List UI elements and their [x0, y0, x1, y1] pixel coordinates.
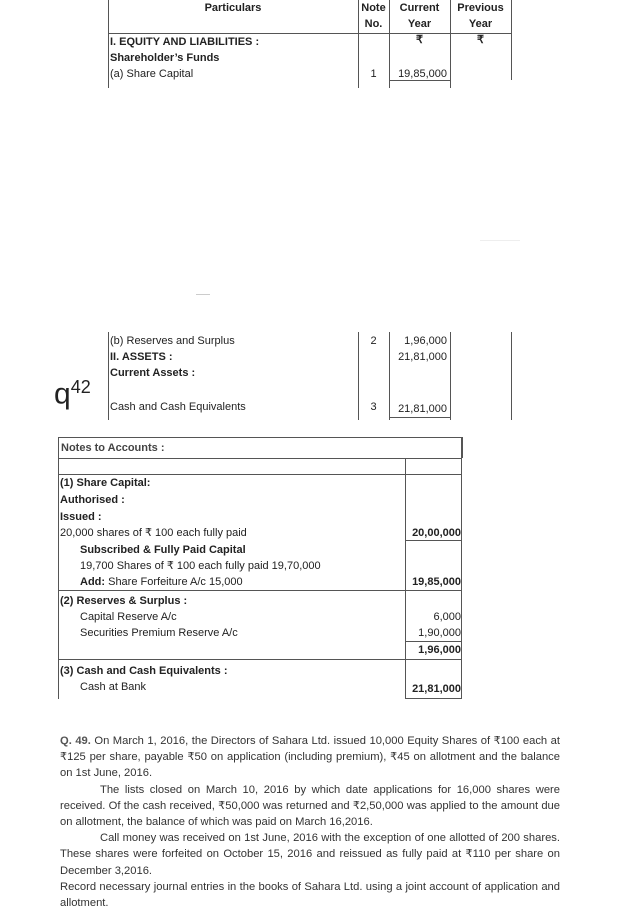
reserves-label: (b) Reserves and Surplus — [110, 335, 235, 347]
notes-rule-reserves-sub — [405, 641, 462, 642]
issued-detail: 20,000 shares of ₹ 100 each fully paid — [60, 527, 247, 539]
equity-liabilities-heading: I. EQUITY AND LIABILITIES : — [110, 36, 260, 48]
cash-current: 21,81,000 — [398, 403, 447, 415]
total-current: 21,81,000 — [398, 351, 447, 363]
cash-at-bank-label: Cash at Bank — [80, 681, 147, 693]
previous-header-line1: Previous — [457, 2, 504, 14]
rupee-previous-icon: ₹ — [477, 34, 484, 46]
question-text-1: On March 1, 2016, the Directors of Sahara Ltd. issued 10,000 Equity Shares of ₹100 each at ₹125 per share, payable ₹50 on application (including premium), ₹45 on allotment and the balance on 1st June, 2016. — [60, 735, 560, 780]
subscribed-detail: 19,700 Shares of ₹ 100 each fully paid 19,70,000 — [80, 560, 321, 572]
add-label: Add: — [80, 576, 106, 588]
cash-at-bank-amount: 21,81,000 — [412, 683, 461, 695]
notes-title: Notes to Accounts : — [61, 442, 165, 454]
share-capital-label: (a) Share Capital — [110, 68, 194, 80]
securities-premium-label: Securities Premium Reserve A/c — [80, 627, 238, 639]
notes-bottom-rule — [405, 698, 462, 699]
notes-rule-reserves — [58, 659, 462, 660]
rupee-current-icon: ₹ — [416, 34, 423, 46]
notes-title-rule — [58, 458, 462, 459]
reserves-note-heading: (2) Reserves & Surplus : — [60, 595, 188, 607]
bs2-previous-border — [450, 332, 451, 420]
cash-note-heading: (3) Cash and Cash Equivalents : — [60, 665, 228, 677]
cash-note: 3 — [370, 401, 377, 413]
bs2-total-rule — [390, 417, 450, 418]
reserves-note-total: 1,96,000 — [418, 644, 461, 656]
question-para-4: Record necessary journal entries in the books of Sahara Ltd. using a joint account of application and allotment. — [60, 880, 560, 910]
cash-label: Cash and Cash Equivalents — [110, 401, 246, 413]
issued-label: Issued : — [60, 511, 102, 523]
subscribed-amount: 19,85,000 — [412, 576, 461, 588]
margin-number: 42 — [70, 377, 91, 397]
scan-artifact-dash — [196, 294, 210, 295]
subscribed-heading: Subscribed & Fully Paid Capital — [80, 544, 246, 556]
notes-rule-subscribed — [58, 590, 462, 591]
margin-letter: q — [54, 377, 71, 411]
note-header-line2: No. — [364, 18, 383, 30]
assets-heading: II. ASSETS : — [110, 351, 173, 363]
bs-right-border — [511, 0, 512, 80]
share-capital-current: 19,85,000 — [398, 68, 447, 80]
share-capital-note: 1 — [370, 68, 377, 80]
bs2-right-border — [511, 332, 512, 420]
question-number: Q. 49. — [60, 735, 91, 747]
reserves-current: 1,96,000 — [404, 335, 447, 347]
shareholders-funds-heading: Shareholder’s Funds — [110, 52, 220, 64]
question-49 — [60, 733, 560, 911]
current-assets-heading: Current Assets : — [110, 367, 196, 379]
question-para-3: Call money was received on 1st June, 2016 with the exception of one allotted of 200 shares. These shares were forfeited on October 15, 2016 and reissued as fully paid at ₹110 per share on December 3,2016. — [60, 832, 560, 877]
capital-reserve-label: Capital Reserve A/c — [80, 611, 177, 623]
securities-premium-amount: 1,90,000 — [418, 627, 461, 639]
particulars-header: Particulars — [204, 2, 262, 14]
current-header-line2: Year — [407, 18, 432, 30]
add-detail: Share Forfeiture A/c 15,000 — [105, 576, 243, 588]
bs2-left-border — [108, 332, 109, 420]
share-capital-note-heading: (1) Share Capital: — [60, 477, 151, 489]
note-header-line1: Note — [361, 2, 386, 14]
question-para-2: The lists closed on March 10, 2016 by which date applications for 16,000 shares were received. Of the cash received, ₹50,000 was returned and ₹2,50,000 was applied to the amount due on allotment, the balance of which was paid on March 16,2016. — [60, 783, 560, 829]
current-header-line1: Current — [399, 2, 440, 14]
previous-header-line2: Year — [468, 18, 493, 30]
reserves-note: 2 — [370, 335, 377, 347]
margin-annotation — [54, 378, 91, 416]
notes-subheader-rule — [58, 474, 462, 475]
issued-amount: 20,00,000 — [412, 527, 461, 539]
capital-reserve-amount: 6,000 — [433, 611, 461, 623]
notes-rule-issued — [405, 540, 462, 541]
add-forfeiture-line — [80, 575, 243, 589]
question-para-1 — [60, 733, 560, 782]
authorised-label: Authorised : — [60, 494, 125, 506]
scan-artifact-line — [480, 240, 520, 241]
